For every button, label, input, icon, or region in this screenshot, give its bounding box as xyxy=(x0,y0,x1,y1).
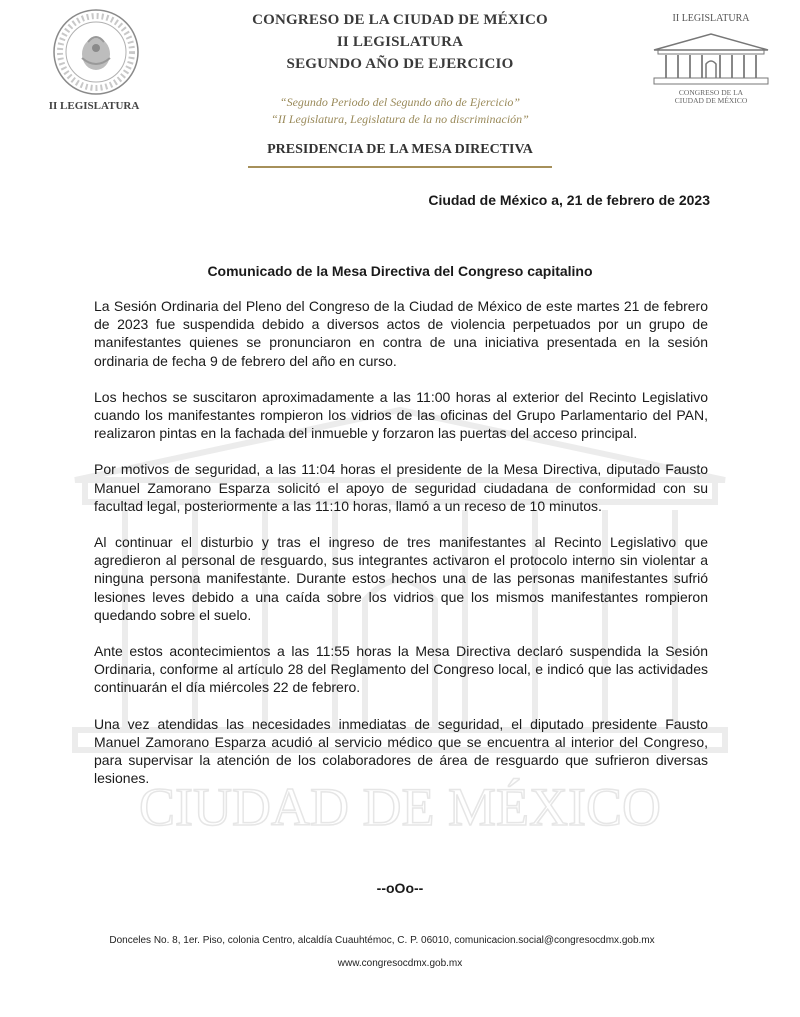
document-body xyxy=(94,297,708,805)
footer-website: www.congresocdmx.gob.mx xyxy=(337,958,463,969)
left-seal-caption: II LEGISLATURA xyxy=(48,100,140,112)
motto-line-2: “II Legislatura, Legislatura de la no discriminación” xyxy=(271,112,529,126)
coat-of-arms-seal-icon xyxy=(52,8,140,96)
paragraph: Una vez atendidas las necesidades inmediatas de seguridad, el diputado presidente Fausto Manuel Zamorano Esparza acudió al servicio médico que se encuentra al interior del Congreso, para supervisar la atención de los colaboradores de área de resguardo que sufrieron diversas lesiones. xyxy=(94,715,708,787)
header-title-legislature: II LEGISLATURA xyxy=(336,34,464,50)
footer-address: Donceles No. 8, 1er. Piso, colonia Centro, alcaldía Cuauhtémoc, C. P. 06010, comunicacion.social@congresocdmx.gob.mx xyxy=(109,935,655,946)
header-title-year: SEGUNDO AÑO DE EJERCICIO xyxy=(286,56,514,72)
document-date: Ciudad de México a, 21 de febrero de 2023 xyxy=(428,192,710,208)
paragraph: Por motivos de seguridad, a las 11:04 horas el presidente de la Mesa Directiva, diputado Fausto Manuel Zamorano Esparza solicitó el apoyo de seguridad ciudadana de conformidad con su facultad legal, posteriormente a las 11:10 horas, llamó a un receso de 10 minutos. xyxy=(94,461,708,514)
paragraph: La Sesión Ordinaria del Pleno del Congreso de la Ciudad de México de este martes 21 de febrero de 2023 fue suspendida debido a diversos actos de violencia perpetuados por un grupo de manifestantes quienes se pronunciaron en contra de una iniciativa presentada en la sesión ordinaria de fecha 9 de febrero del año en curso. xyxy=(94,298,708,369)
presidency-heading: PRESIDENCIA DE LA MESA DIRECTIVA xyxy=(267,142,533,157)
right-logo-caption-line-2: CIUDAD DE MÉXICO xyxy=(674,96,748,105)
paragraph: Los hechos se suscitaron aproximadamente a las 11:00 horas al exterior del Recinto Legislativo cuando los manifestantes rompieron los vidrios de las oficinas del Grupo Parlamentario del PAN, realizaron pintas en la fachada del inmueble y forzaron las puertas del acceso principal. xyxy=(94,388,708,442)
header-divider xyxy=(248,166,552,168)
congress-building-logo-icon xyxy=(650,28,772,86)
closing-mark: --oOo-- xyxy=(376,880,424,896)
right-logo-caption xyxy=(652,89,770,105)
right-logo-caption-top: II LEGISLATURA xyxy=(672,13,750,24)
document-title: Comunicado de la Mesa Directiva del Congreso capitalino xyxy=(207,263,593,279)
paragraph: Ante estos acontecimientos a las 11:55 horas la Mesa Directiva declaró suspendida la Sesión Ordinaria, conforme al artículo 28 del Reglamento del Congreso local, e indicó que las actividades continuarán el día miércoles 22 de febrero. xyxy=(94,643,708,696)
right-logo-caption-line-1: CONGRESO DE LA xyxy=(678,88,744,97)
motto-line-1: “Segundo Periodo del Segundo año de Ejercicio” xyxy=(279,95,521,109)
header-title-institution: CONGRESO DE LA CIUDAD DE MÉXICO xyxy=(252,12,548,28)
watermark-text: CIUDAD DE MÉXICO xyxy=(139,777,661,837)
paragraph: Al continuar el disturbio y tras el ingreso de tres manifestantes al Recinto Legislativo que agredieron al personal de resguardo, sus integrantes activaron el protocolo interno sin violentar a ninguna persona manifestante. Durante estos hechos una de las personas manifestantes sufrió lesiones leves debido a una caída sobre los vidrios que los mismos manifestantes rompieron quedando sobre el suelo. xyxy=(94,534,708,623)
